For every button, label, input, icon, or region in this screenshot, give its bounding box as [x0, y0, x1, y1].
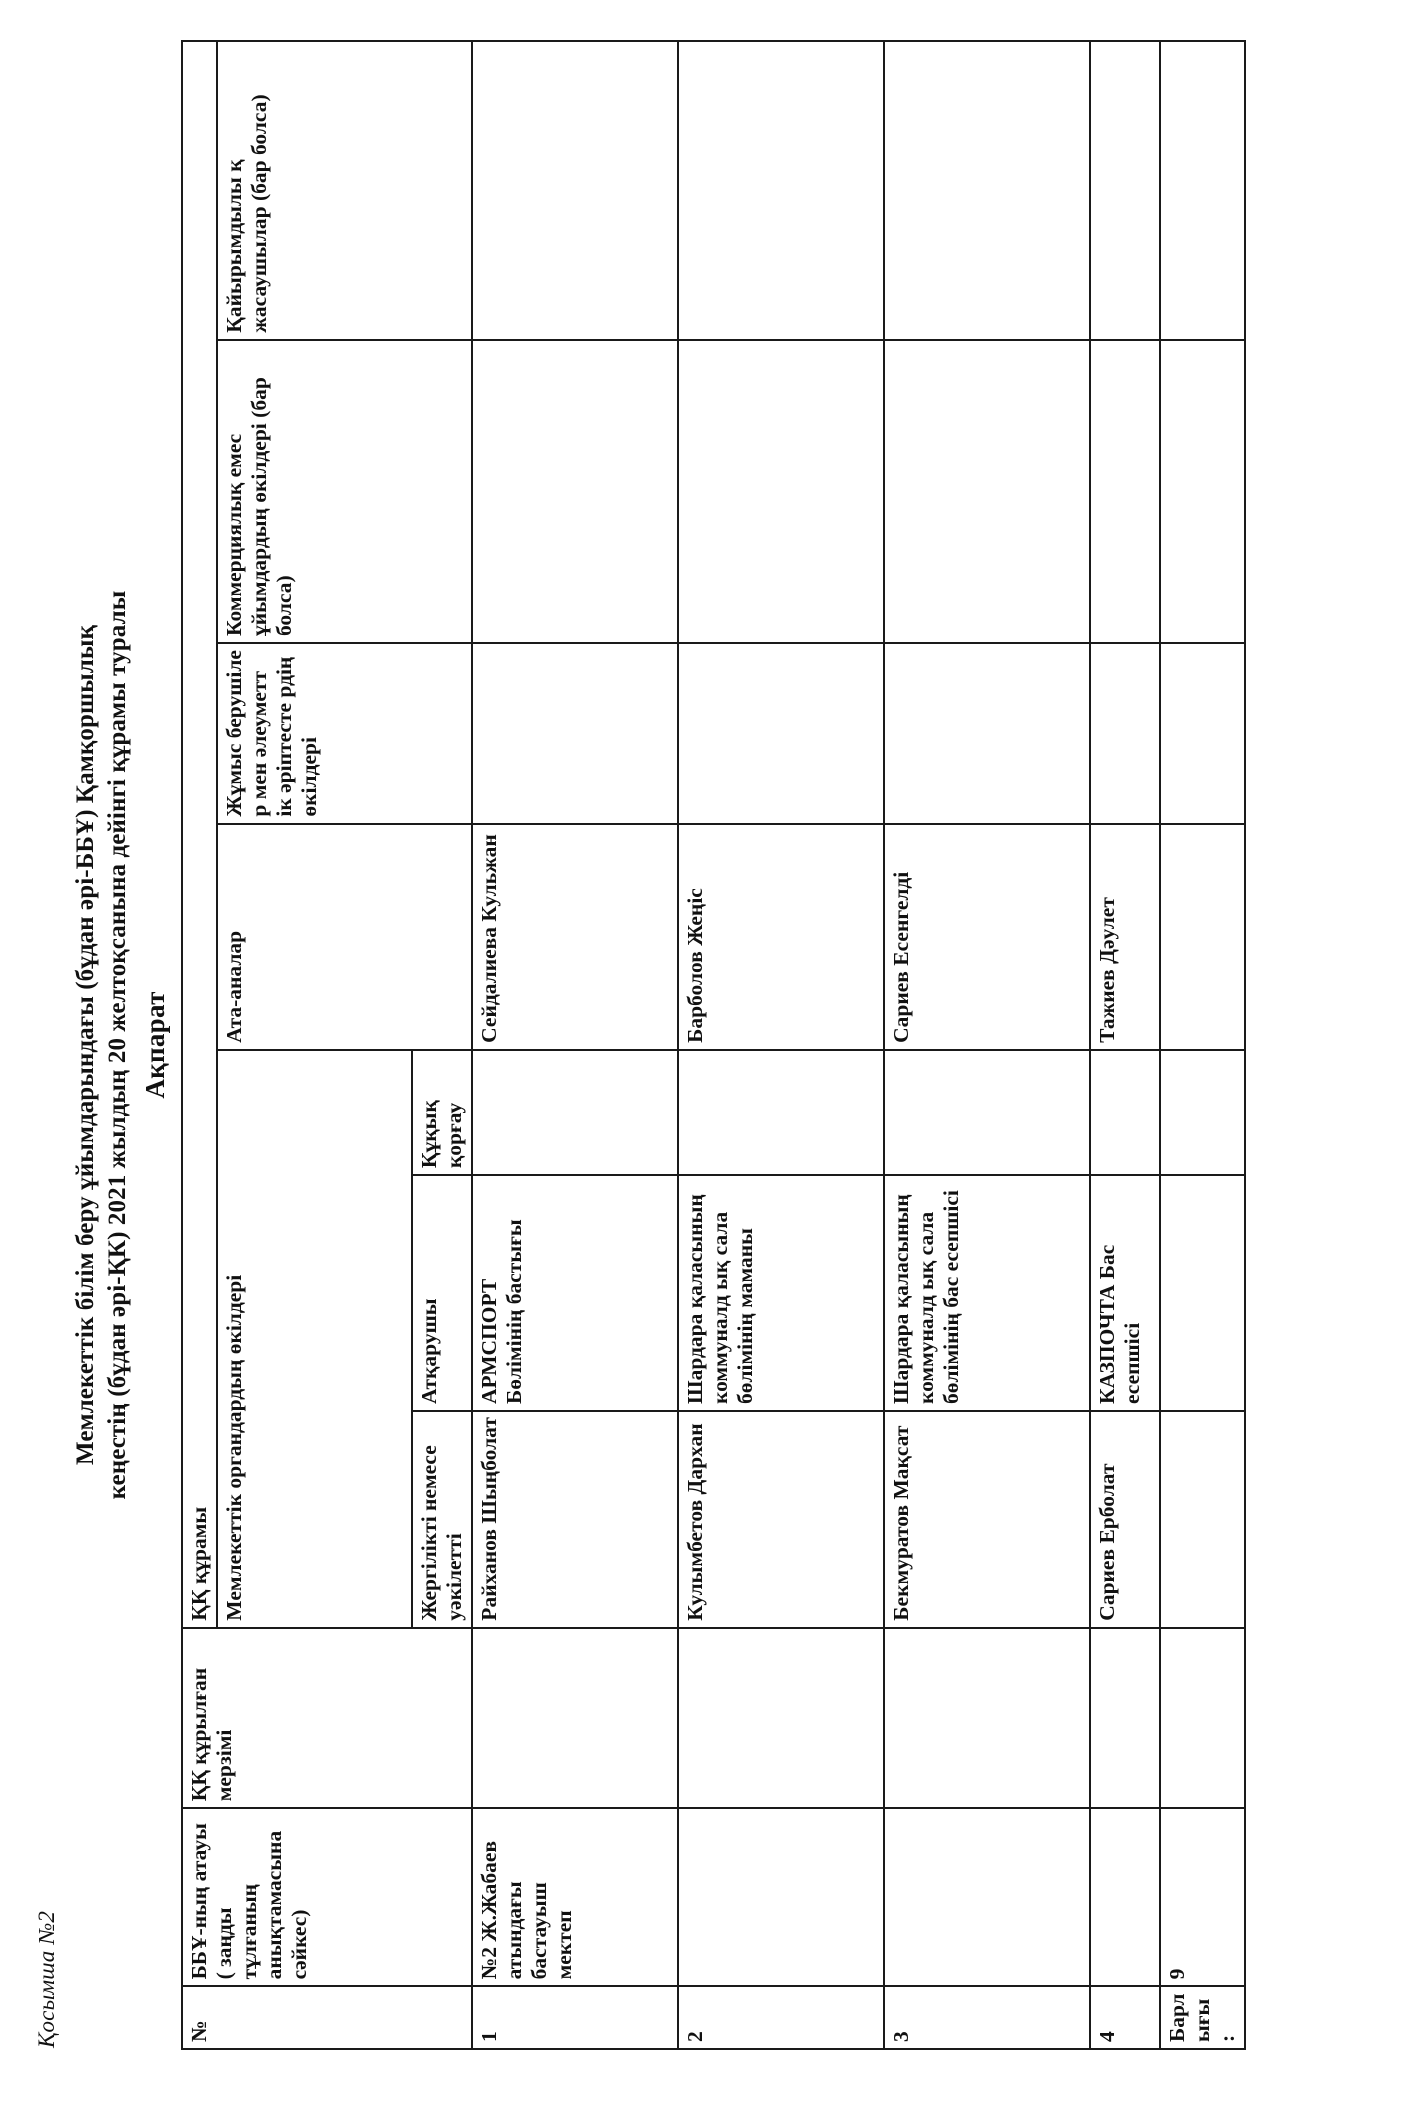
header-employers: Жұмыс берушіле р мен әлеуметт ік әріптесте рдің өкілдері: [217, 643, 472, 824]
cell-nko: [472, 340, 678, 643]
total-empty-2: [1160, 1411, 1245, 1628]
header-local-exec: Жергілікті немесе уәкілетті: [412, 1411, 472, 1628]
table-row: [678, 41, 884, 2049]
cell-law-enforcement: [1090, 1050, 1160, 1175]
table-header-row-1: [182, 41, 217, 2049]
cell-kk-date: [884, 1628, 1090, 1809]
document-title: [70, 40, 134, 2050]
cell-bbu-name: [678, 1808, 884, 1986]
header-law-enforcement: Құқық қорғау: [412, 1050, 472, 1175]
cell-parents: Тажиев Дәулет: [1090, 824, 1160, 1050]
cell-employers: [1090, 643, 1160, 824]
cell-kk-date: [1090, 1628, 1160, 1809]
cell-employers: [472, 643, 678, 824]
cell-bbu-name: №2 Ж.Жабаев атындағы бастауыш мектеп: [472, 1808, 678, 1986]
total-empty-5: [1160, 824, 1245, 1050]
cell-parents: Барболов Жеңіс: [678, 824, 884, 1050]
total-empty-4: [1160, 1050, 1245, 1175]
cell-law-enforcement: [884, 1050, 1090, 1175]
cell-employers: [884, 643, 1090, 824]
header-kk-composition: ҚҚ құрамы: [182, 41, 217, 1628]
cell-local-exec: Кулымбетов Дархан: [678, 1411, 884, 1628]
cell-parents: Сариев Есенгелді: [884, 824, 1090, 1050]
cell-charity: [1090, 41, 1160, 340]
header-kk-date: ҚҚ құрылған мерзімі: [182, 1628, 472, 1809]
title-line-2: кеңестің (бұдан әрі-ҚК) 2021 жылдың 20 желтоқсанына дейінгі құрамы туралы: [104, 590, 131, 1500]
header-parents: Ата-аналар: [217, 824, 472, 1050]
cell-kk-date: [678, 1628, 884, 1809]
total-empty-3: [1160, 1175, 1245, 1411]
cell-employers: [678, 643, 884, 824]
table-row: [472, 41, 678, 2049]
total-value: 9: [1160, 1808, 1245, 1986]
table-row: [884, 41, 1090, 2049]
cell-law-enforcement: [678, 1050, 884, 1175]
total-empty-6: [1160, 643, 1245, 824]
cell-charity: [472, 41, 678, 340]
appendix-note: Қосымша №2: [34, 1910, 59, 2048]
cell-no: 2: [678, 1986, 884, 2049]
cell-charity: [678, 41, 884, 340]
cell-kk-date: [472, 1628, 678, 1809]
total-label: Барлығы:: [1160, 1986, 1245, 2049]
cell-bbu-name: [884, 1808, 1090, 1986]
header-no: №: [182, 1986, 472, 2049]
cell-no: 4: [1090, 1986, 1160, 2049]
cell-executive: Шардара қаласының коммуналд ық сала бөлімінің бас есепшісі: [884, 1175, 1090, 1411]
total-empty-8: [1160, 41, 1245, 340]
cell-no: 1: [472, 1986, 678, 2049]
supervisory-board-table: [181, 40, 1246, 2050]
title-line-1: Мемлекеттік білім беру ұйымдарындағы (бұдан әрі-ББҰ) Қамқоршылық: [72, 624, 99, 1466]
cell-law-enforcement: [472, 1050, 678, 1175]
header-bbu-name: ББҰ-ның атауы ( заңды тұлғаның анықтамасына сәйкес): [182, 1808, 472, 1986]
header-executive: Атқарушы: [412, 1175, 472, 1411]
table-row: [1090, 41, 1160, 2049]
cell-nko: [678, 340, 884, 643]
cell-nko: [1090, 340, 1160, 643]
total-empty-7: [1160, 340, 1245, 643]
header-charity: Қайырымдылы қ жасаушылар (бар болса): [217, 41, 472, 340]
total-empty-1: [1160, 1628, 1245, 1809]
header-gov-reps: Мемлекеттік органдардың өкілдері: [217, 1050, 412, 1628]
table-total-row: [1160, 41, 1245, 2049]
document-subtitle: Ақпарат: [140, 991, 170, 1099]
cell-local-exec: Бекмуратов Мақсат: [884, 1411, 1090, 1628]
cell-parents: Сейдалиева Кульжан: [472, 824, 678, 1050]
cell-nko: [884, 340, 1090, 643]
cell-executive: Шардара қаласының коммуналд ық сала бөлімінің маманы: [678, 1175, 884, 1411]
cell-no: 3: [884, 1986, 1090, 2049]
cell-local-exec: Райханов Шыңболат: [472, 1411, 678, 1628]
cell-bbu-name: [1090, 1808, 1160, 1986]
cell-local-exec: Сариев Ерболат: [1090, 1411, 1160, 1628]
cell-executive: КАЗПОЧТА Бас есепшісі: [1090, 1175, 1160, 1411]
cell-charity: [884, 41, 1090, 340]
header-nko: Коммерциялық емес ұйымдардың өкілдері (бар болса): [217, 340, 472, 643]
cell-executive: АРМСПОРТ Бөлімінің бастығы: [472, 1175, 678, 1411]
